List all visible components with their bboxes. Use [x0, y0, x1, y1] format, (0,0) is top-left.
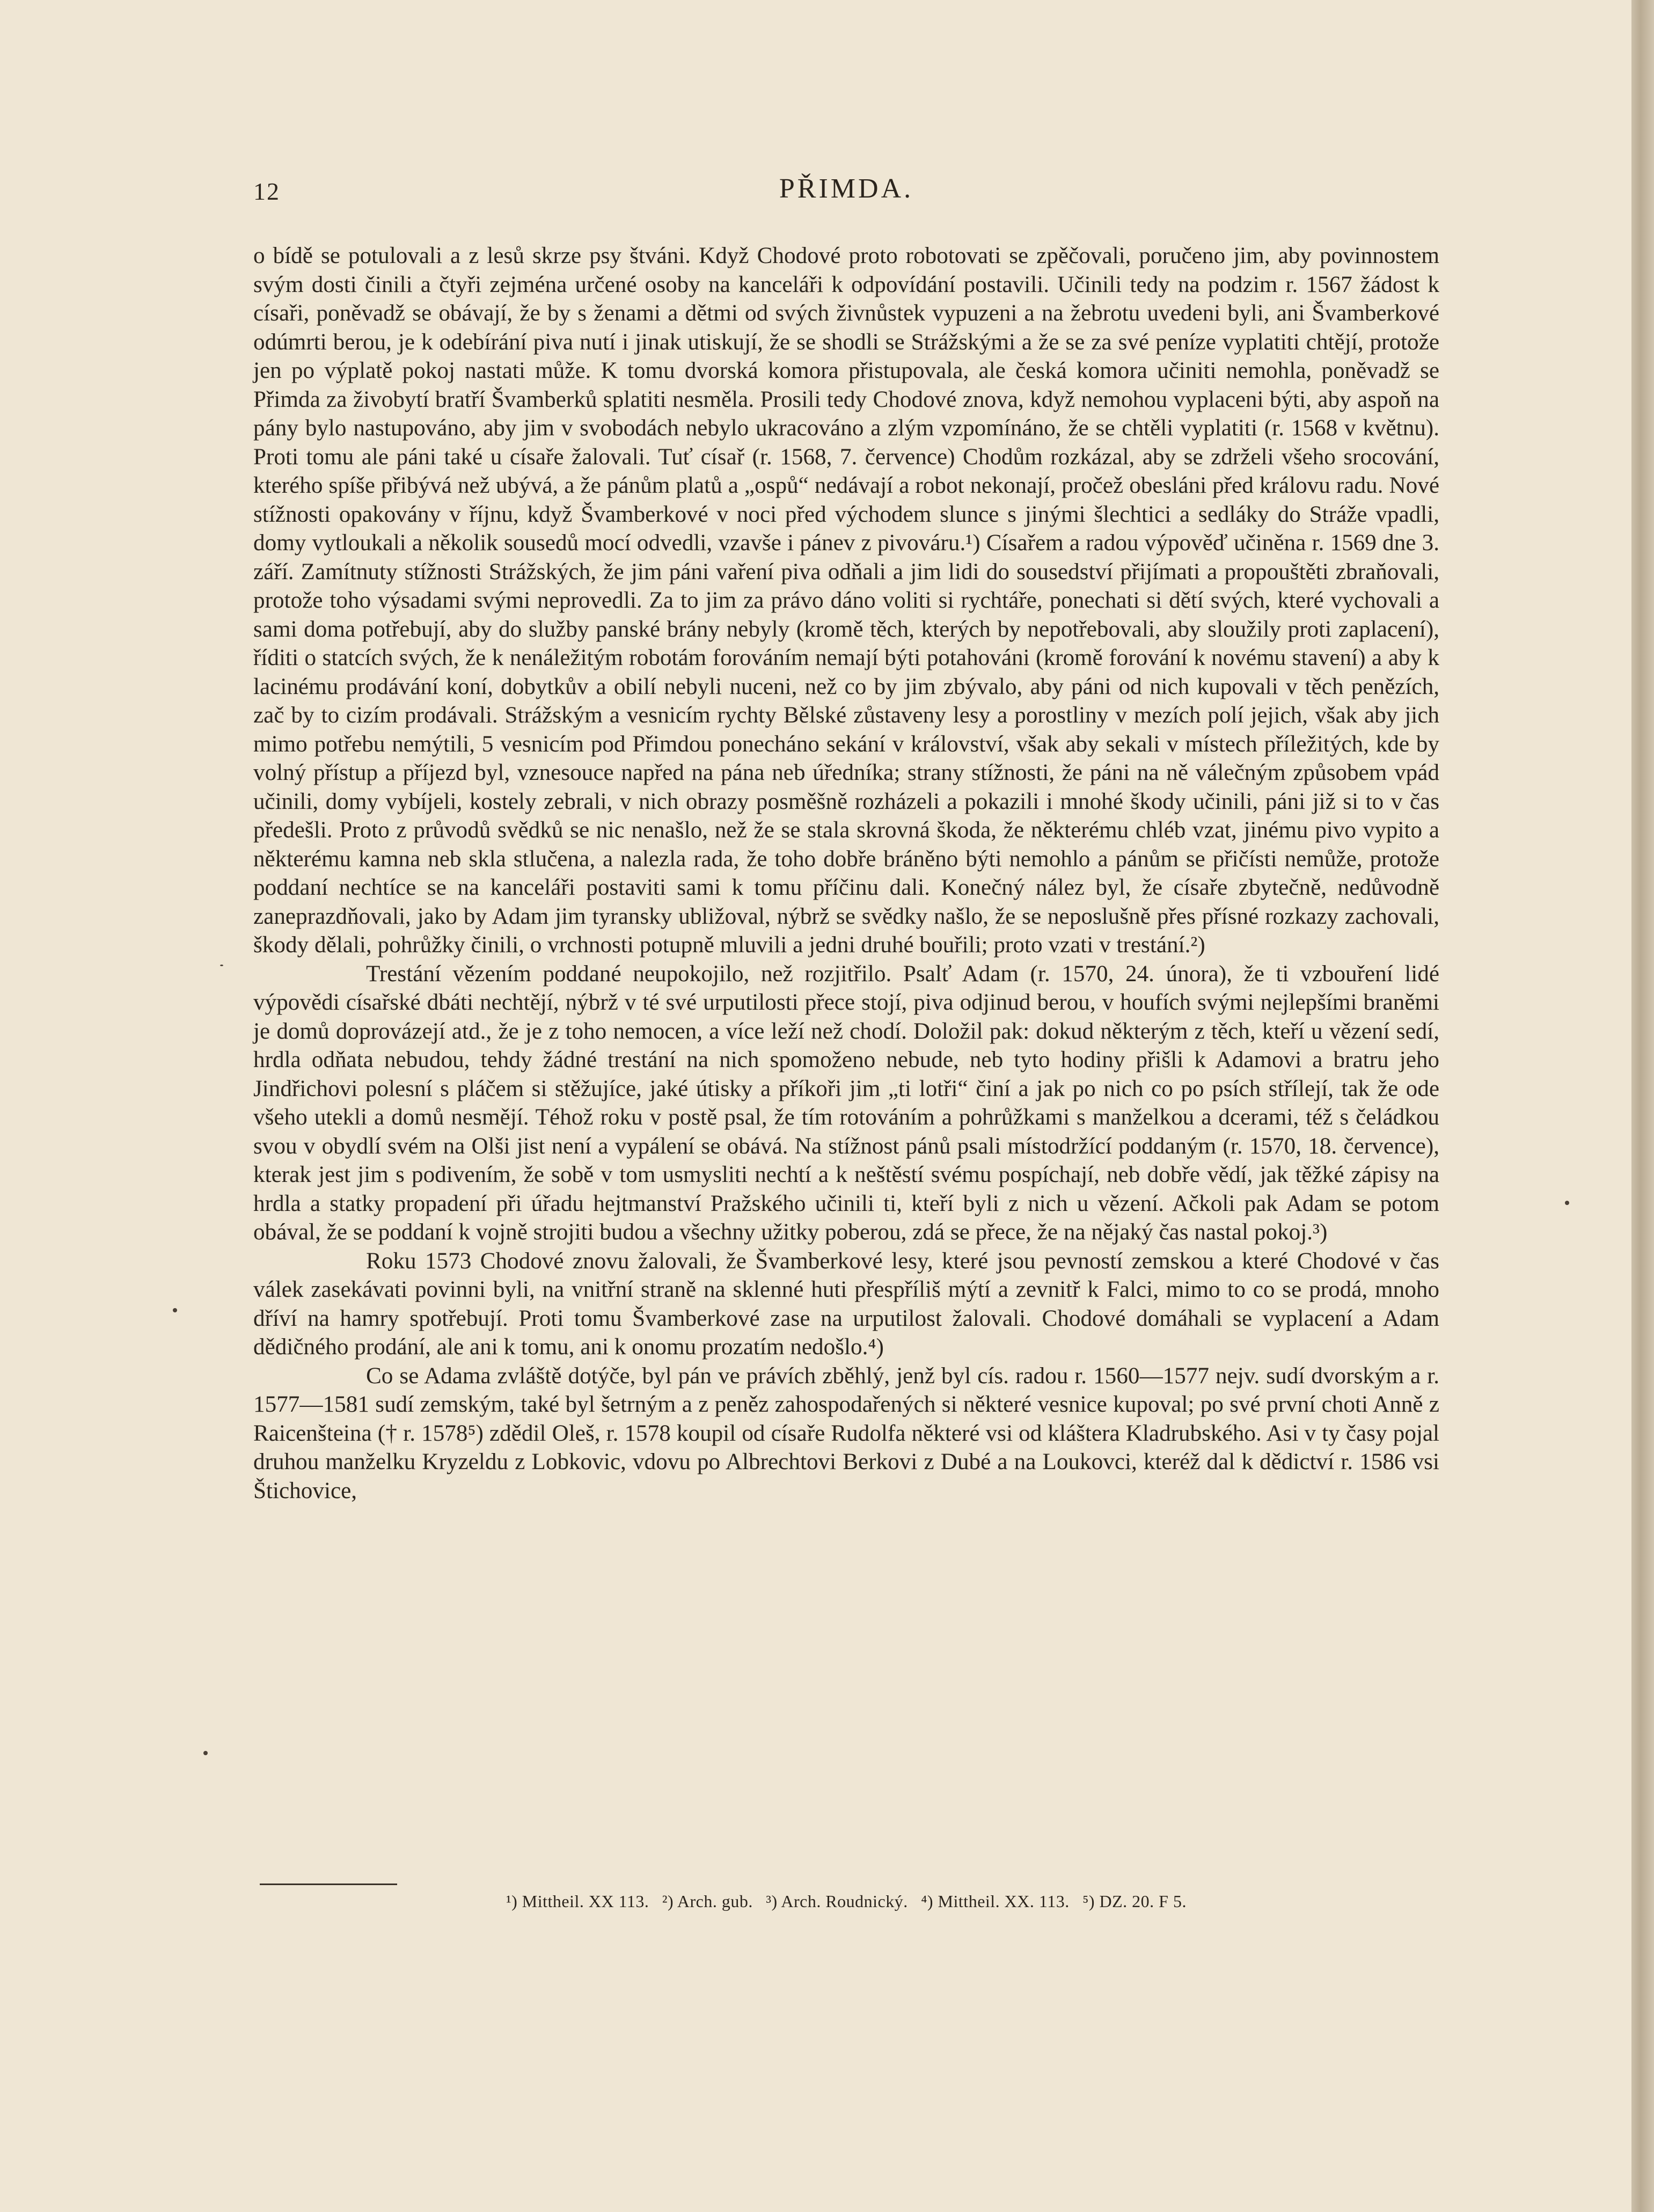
- paper-speck: [203, 1751, 208, 1755]
- paper-speck: [220, 965, 223, 966]
- footnote-1: ¹) Mittheil. XX 113.: [506, 1892, 649, 1911]
- paper-speck: [1565, 1201, 1569, 1205]
- running-title: PŘIMDA.: [779, 173, 914, 204]
- footnote-4: ⁴) Mittheil. XX. 113.: [921, 1892, 1070, 1911]
- page-edge: [1631, 0, 1654, 2212]
- paragraph-1: o bídě se potulovali a z lesů skrze psy štváni. Když Chodové proto robotovati se zpěčovali, poručeno jim, aby povinnostem svým dosti činili a čtyři zejména určené osoby na kanceláři k odpovídání postavili. Učinili tedy na podzim r. 1567 žádost k císaři, poněvadž se obávají, že by s ženami a dětmi od svých živnůstek vypuzeni a na žebrotu uvedeni byli, ani Švamberkové odúmrti berou, je k odebírání piva nutí i jinak utiskují, že se shodli se Strážskými a že se za své peníze vyplatiti chtějí, protože jen po výplatě pokoj nastati může. K tomu dvorská komora přistupovala, ale česká komora učiniti nemohla, poněvadž se Přimda za živobytí bratří Švamberků splatiti nesměla. Prosili tedy Chodové znova, když nemohou vyplaceni býti, aby aspoň na pány bylo nastupováno, aby jim v svobodách nebylo ukracováno a zlým vzpomínáno, že se chtěli vyplatiti (r. 1568 v květnu). Proti tomu ale páni také u císaře žalovali. Tuť císař (r. 1568, 7. července) Chodům rozkázal, aby se zdrželi všeho srocování, kterého spíše přibývá než ubývá, a že pánům platů a „ospů“ nedávají a robot nekonají, pročež obesláni před královu radu. Nové stížnosti opakovány v říjnu, když Švamberkové v noci před východem slunce s jinými šlechtici a sedláky do Stráže vpadli, domy vytloukali a několik sousedů mocí odvedli, vzavše i pánev z pivováru.¹) Císařem a radou výpověď učiněna r. 1569 dne 3. září. Zamítnuty stížnosti Strážských, že jim páni vaření piva odňali a jim lidi do sousedství přijímati a propouštěti zbraňovali, protože toho výsadami svými neprovedli. Za to jim za právo dáno voliti si rychtáře, ponechati si dětí svých, které vychovali a sami doma potřebují, aby do služby panské brány nebyly (kromě těch, kterých by nepotřebovali, aby sloužily proti zaplacení), říditi o statcích svých, že k nenáležitým robotám forováním nemají býti potahováni (kromě forování k novému stavení) a aby k lacinému prodávání koní, dobytkův a obilí nebyli nuceni, než co by jim zbývalo, aby páni od nich kupovali v těch penězích, zač by to cizím prodávali. Strážským a vesnicím rychty Bělské zůstaveny lesy a porostliny v mezích polí jejich, však aby jich mimo potřebu nemýtili, 5 vesnicím pod Přimdou ponecháno sekání v království, však aby sekali v místech příležitých, kde by volný přístup a příjezd byl, vznesouce napřed na pána neb úředníka; strany stížnosti, že páni na ně válečným způsobem vpád učinili, domy vybíjeli, kostely zebrali, v nich obrazy posměšně rozházeli a pokazili i mnohé škody učinili, páni již si to v čas předešli. Proto z průvodů svědků se nic nenašlo, než že se stala skrovná škoda, že některému chléb vzat, jinému pivo vypito a některému kamna neb skla stlučena, a nalezla rada, že toho dobře bráněno býti nemohlo a pánům se přičísti nemůže, protože poddaní nechtíce se na kanceláři postaviti sami k tomu příčinu dali. Konečný nález byl, že císaře zbytečně, nedůvodně zaneprazdňovali, jako by Adam jim tyransky ubližoval, nýbrž se svědky našlo, že se neposlušně přes přísné rozkazy zachovali, škody dělali, pohrůžky činili, o vrchnosti potupně mluvili a jedni druhé bouřili; proto vzati v trestání.²): [253, 243, 1439, 958]
- footnote-3: ³) Arch. Roudnický.: [766, 1892, 908, 1911]
- paragraph-4: Co se Adama zvláště dotýče, byl pán ve právích zběhlý, jenž byl cís. radou r. 1560—1577 nejv. sudí dvorským a r. 1577—1581 sudí zemským, také byl šetrným a z peněz zahospodařených si některé vesnice kupoval; po své první choti Anně z Raicenšteina († r. 1578⁵) zdědil Oleš, r. 1578 koupil od císaře Rudolfa některé vsi od kláštera Kladrubského. Asi v ty časy pojal druhou manželku Kryzeldu z Lobkovic, vdovu po Albrechtovi Berkovi z Dubé a na Loukovci, kteréž dal k dědictví r. 1586 vsi Štichovice,: [253, 1363, 1439, 1503]
- paper-speck: [173, 1308, 177, 1312]
- page-header: [253, 173, 1439, 216]
- footnote-rule: [260, 1884, 397, 1885]
- paragraph-2: Trestání vězením poddané neupokojilo, než rozjitřilo. Psalť Adam (r. 1570, 24. února), že ti vzbouření lidé výpovědi císařské dbáti nechtějí, nýbrž v té své urputilosti přece stojí, piva odjinud berou, v houfích svými nejlepšími braněmi je domů doprovázejí atd., že je z toho nemocen, a více leží než chodí. Doložil pak: dokud některým z těch, kteří u vězení sedí, hrdla odňata nebudou, tehdy žádné trestání na nich spomoženo nebude, neb tyto hodiny přišli k Adamovi a bratru jeho Jindřichovi polesní s pláčem si stěžujíce, jaké útisky a příkoři jim „ti lotři“ činí a jak po nich co po psích střílejí, tak že ode všeho utekli a domů nesmějí. Téhož roku v postě psal, že tím rotováním a pohrůžkami s manželkou a dcerami, též s čeládkou svou v obydlí svém na Olši jist není a vypálení se obává. Na stížnost pánů psali místodržící poddaným (r. 1570, 18. července), kterak jest jim s podivením, že sobě v tom usmysliti nechtí a k neštěstí svému pospíchají, neb dobře vědí, jak těžké zápisy na hrdla a statky propadení při úřadu hejtmanství Pražského učinili ti, kteří byli z nich u vězení. Ačkoli pak Adam se potom obával, že se poddaní k vojně strojiti budou a všechny užitky poberou, zdá se přece, že na nějaký čas nastal pokoj.³): [253, 961, 1439, 1245]
- footnote-5: ⁵) DZ. 20. F 5.: [1082, 1892, 1187, 1911]
- body-text: [253, 242, 1439, 1505]
- page-number: 12: [253, 178, 280, 205]
- footnotes: [253, 1889, 1439, 1913]
- footnote-2: ²) Arch. gub.: [662, 1892, 753, 1911]
- paragraph-3: Roku 1573 Chodové znovu žalovali, že Švamberkové lesy, které jsou pevností zemskou a které Chodové v čas válek zasekávati povinni byli, na vnitřní straně na sklenné huti přespříliš mýtí a zevnitř k Falci, mimo to co se prodá, mnoho dříví na hamry spotřebují. Proti tomu Švamberkové zase na urputilost žalovali. Chodové domáhali se vyplacení a Adam dědičného prodání, ale ani k tomu, ani k onomu prozatím nedošlo.⁴): [253, 1248, 1439, 1360]
